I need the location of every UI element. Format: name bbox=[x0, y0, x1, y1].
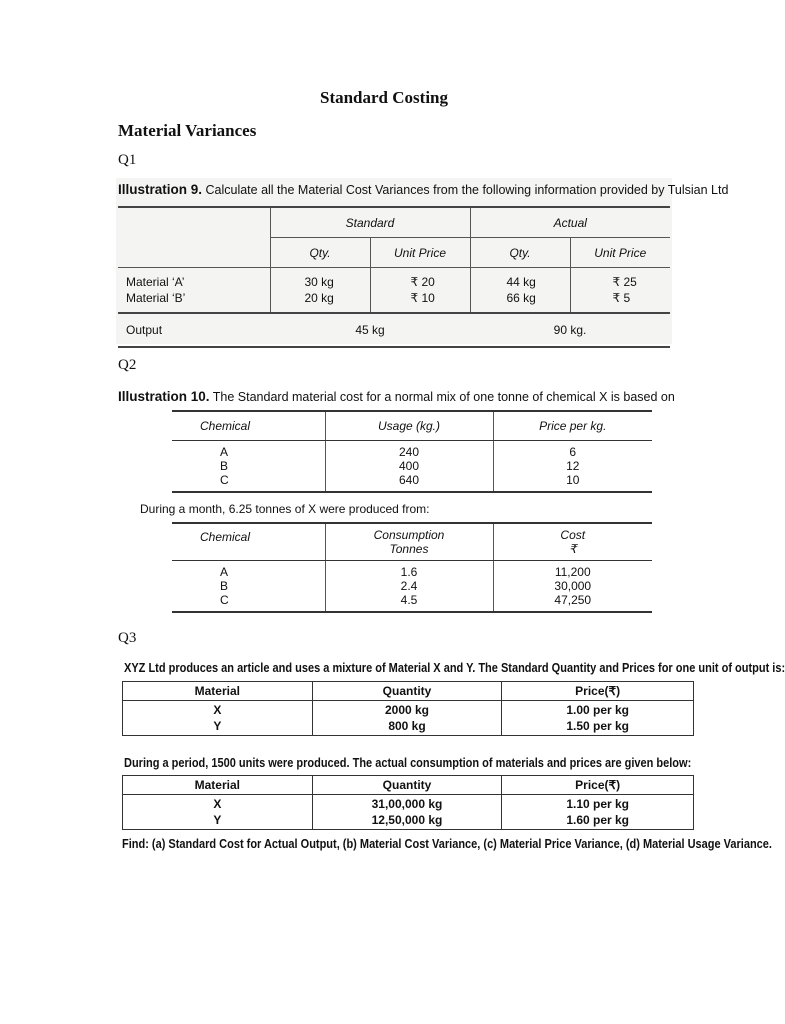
q1-std-output: 45 kg bbox=[270, 313, 470, 347]
q3-std-quantity: 2000 kg 800 kg bbox=[312, 701, 502, 736]
question-label-q3: Q3 bbox=[118, 630, 137, 646]
q2-illustration-number: Illustration 10. bbox=[118, 389, 210, 404]
q1-act-qty: 44 kg 66 kg bbox=[470, 268, 570, 314]
q2-std-header-chemical: Chemical bbox=[172, 411, 325, 441]
q3-act-material: X Y bbox=[123, 795, 313, 830]
q2-std-price: 6 12 10 bbox=[493, 441, 652, 493]
q2-during-text: During a month, 6.25 tonnes of X were produced from: bbox=[140, 502, 430, 516]
q2-illustration-heading bbox=[118, 389, 675, 404]
q2-standard-table bbox=[172, 410, 652, 493]
q3-act-header-material: Material bbox=[123, 776, 313, 795]
q1-std-qty: 30 kg 20 kg bbox=[270, 268, 370, 314]
q1-table bbox=[118, 206, 670, 348]
question-label-q2: Q2 bbox=[118, 357, 137, 373]
q1-act-output: 90 kg. bbox=[470, 313, 670, 347]
q1-illustration-heading bbox=[118, 182, 729, 197]
q2-act-chemicals: A B C bbox=[172, 561, 325, 613]
q1-col-std-qty: Qty. bbox=[270, 238, 370, 268]
q3-act-header-quantity: Quantity bbox=[312, 776, 502, 795]
q3-actual-table bbox=[122, 775, 694, 830]
q2-std-header-usage: Usage (kg.) bbox=[325, 411, 493, 441]
q2-std-chemicals: A B C bbox=[172, 441, 325, 493]
q1-col-act-qty: Qty. bbox=[470, 238, 570, 268]
q1-std-price: ₹ 20 ₹ 10 bbox=[370, 268, 470, 314]
q3-std-header-material: Material bbox=[123, 682, 313, 701]
q2-act-cost: 11,200 30,000 47,250 bbox=[493, 561, 652, 613]
q3-act-price: 1.10 per kg 1.60 per kg bbox=[502, 795, 694, 830]
q3-act-quantity: 31,00,000 kg 12,50,000 kg bbox=[312, 795, 502, 830]
q1-output-label: Output bbox=[118, 313, 270, 347]
q1-row-labels: Material ‘A’ Material ‘B’ bbox=[126, 275, 186, 305]
q3-std-header-quantity: Quantity bbox=[312, 682, 502, 701]
q2-actual-table bbox=[172, 522, 652, 613]
q3-standard-table bbox=[122, 681, 694, 736]
page-title: Standard Costing bbox=[319, 88, 448, 107]
section-heading: Material Variances bbox=[118, 121, 257, 140]
q2-illustration-text: The Standard material cost for a normal mix of one tonne of chemical X is based on bbox=[209, 390, 675, 404]
q1-group-actual: Actual bbox=[470, 207, 670, 238]
q3-std-price: 1.00 per kg 1.50 per kg bbox=[502, 701, 694, 736]
q3-intro: XYZ Ltd produces an article and uses a mixture of Material X and Y. The Standard Quantity and Prices for one unit of output is: bbox=[124, 661, 785, 675]
q2-std-header-price: Price per kg. bbox=[493, 411, 652, 441]
q2-act-header-chemical: Chemical bbox=[172, 523, 325, 561]
q2-act-header-consumption: Consumption Tonnes bbox=[325, 523, 493, 561]
q1-col-act-price: Unit Price bbox=[570, 238, 670, 268]
q3-std-material: X Y bbox=[123, 701, 313, 736]
q3-std-header-price: Price(₹) bbox=[502, 682, 694, 701]
question-label-q1: Q1 bbox=[118, 152, 137, 168]
q1-group-standard: Standard bbox=[270, 207, 470, 238]
q2-std-usage: 240 400 640 bbox=[325, 441, 493, 493]
q3-during-text: During a period, 1500 units were produced. The actual consumption of materials and prices are given below: bbox=[124, 756, 692, 770]
q2-act-header-cost: Cost ₹ bbox=[493, 523, 652, 561]
q2-act-consumption: 1.6 2.4 4.5 bbox=[325, 561, 493, 613]
q3-act-header-price: Price(₹) bbox=[502, 776, 694, 795]
q3-find-text: Find: (a) Standard Cost for Actual Output, (b) Material Cost Variance, (c) Material Price Variance, (d) Material Usage Variance. bbox=[122, 837, 772, 851]
q1-col-std-price: Unit Price bbox=[370, 238, 470, 268]
q1-illustration-text: Calculate all the Material Cost Variances from the following information provided by Tulsian Ltd bbox=[202, 183, 729, 197]
q1-illustration-number: Illustration 9. bbox=[118, 182, 203, 197]
q1-act-price: ₹ 25 ₹ 5 bbox=[570, 268, 670, 314]
